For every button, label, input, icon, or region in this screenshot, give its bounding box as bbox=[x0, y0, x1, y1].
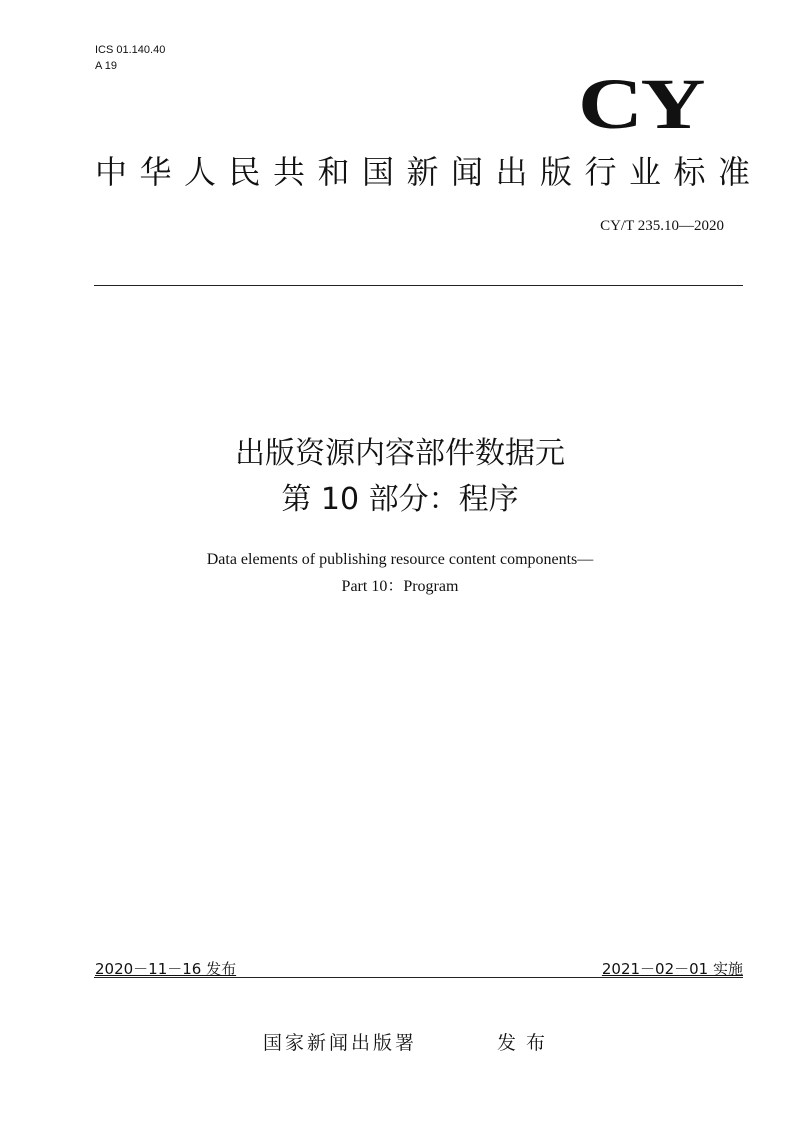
classification-code: A 19 bbox=[95, 60, 118, 72]
title-zh-line2: 第 10 部分：程序 bbox=[281, 482, 519, 517]
issuer-name: 国家新闻出版署 bbox=[263, 1032, 418, 1054]
standard-code: CY/T 235.10—2020 bbox=[600, 218, 724, 234]
title-en-line2: Part 10：Program bbox=[341, 578, 459, 595]
cy-logo: CY bbox=[578, 64, 703, 144]
footer-divider bbox=[94, 977, 743, 978]
issue-label: 发布 bbox=[497, 1032, 556, 1054]
implement-date: 2021－02－01 实施 bbox=[601, 960, 743, 978]
publish-date: 2020－11－16 发布 bbox=[95, 960, 237, 978]
header-divider bbox=[94, 285, 743, 286]
ics-block bbox=[95, 42, 165, 74]
organization-title: 中华人民共和国新闻出版行业标准 bbox=[95, 153, 763, 191]
title-en-line1: Data elements of publishing resource content components— bbox=[206, 551, 594, 568]
title-zh-line1: 出版资源内容部件数据元 bbox=[235, 436, 565, 471]
ics-code: ICS 01.140.40 bbox=[95, 44, 166, 56]
